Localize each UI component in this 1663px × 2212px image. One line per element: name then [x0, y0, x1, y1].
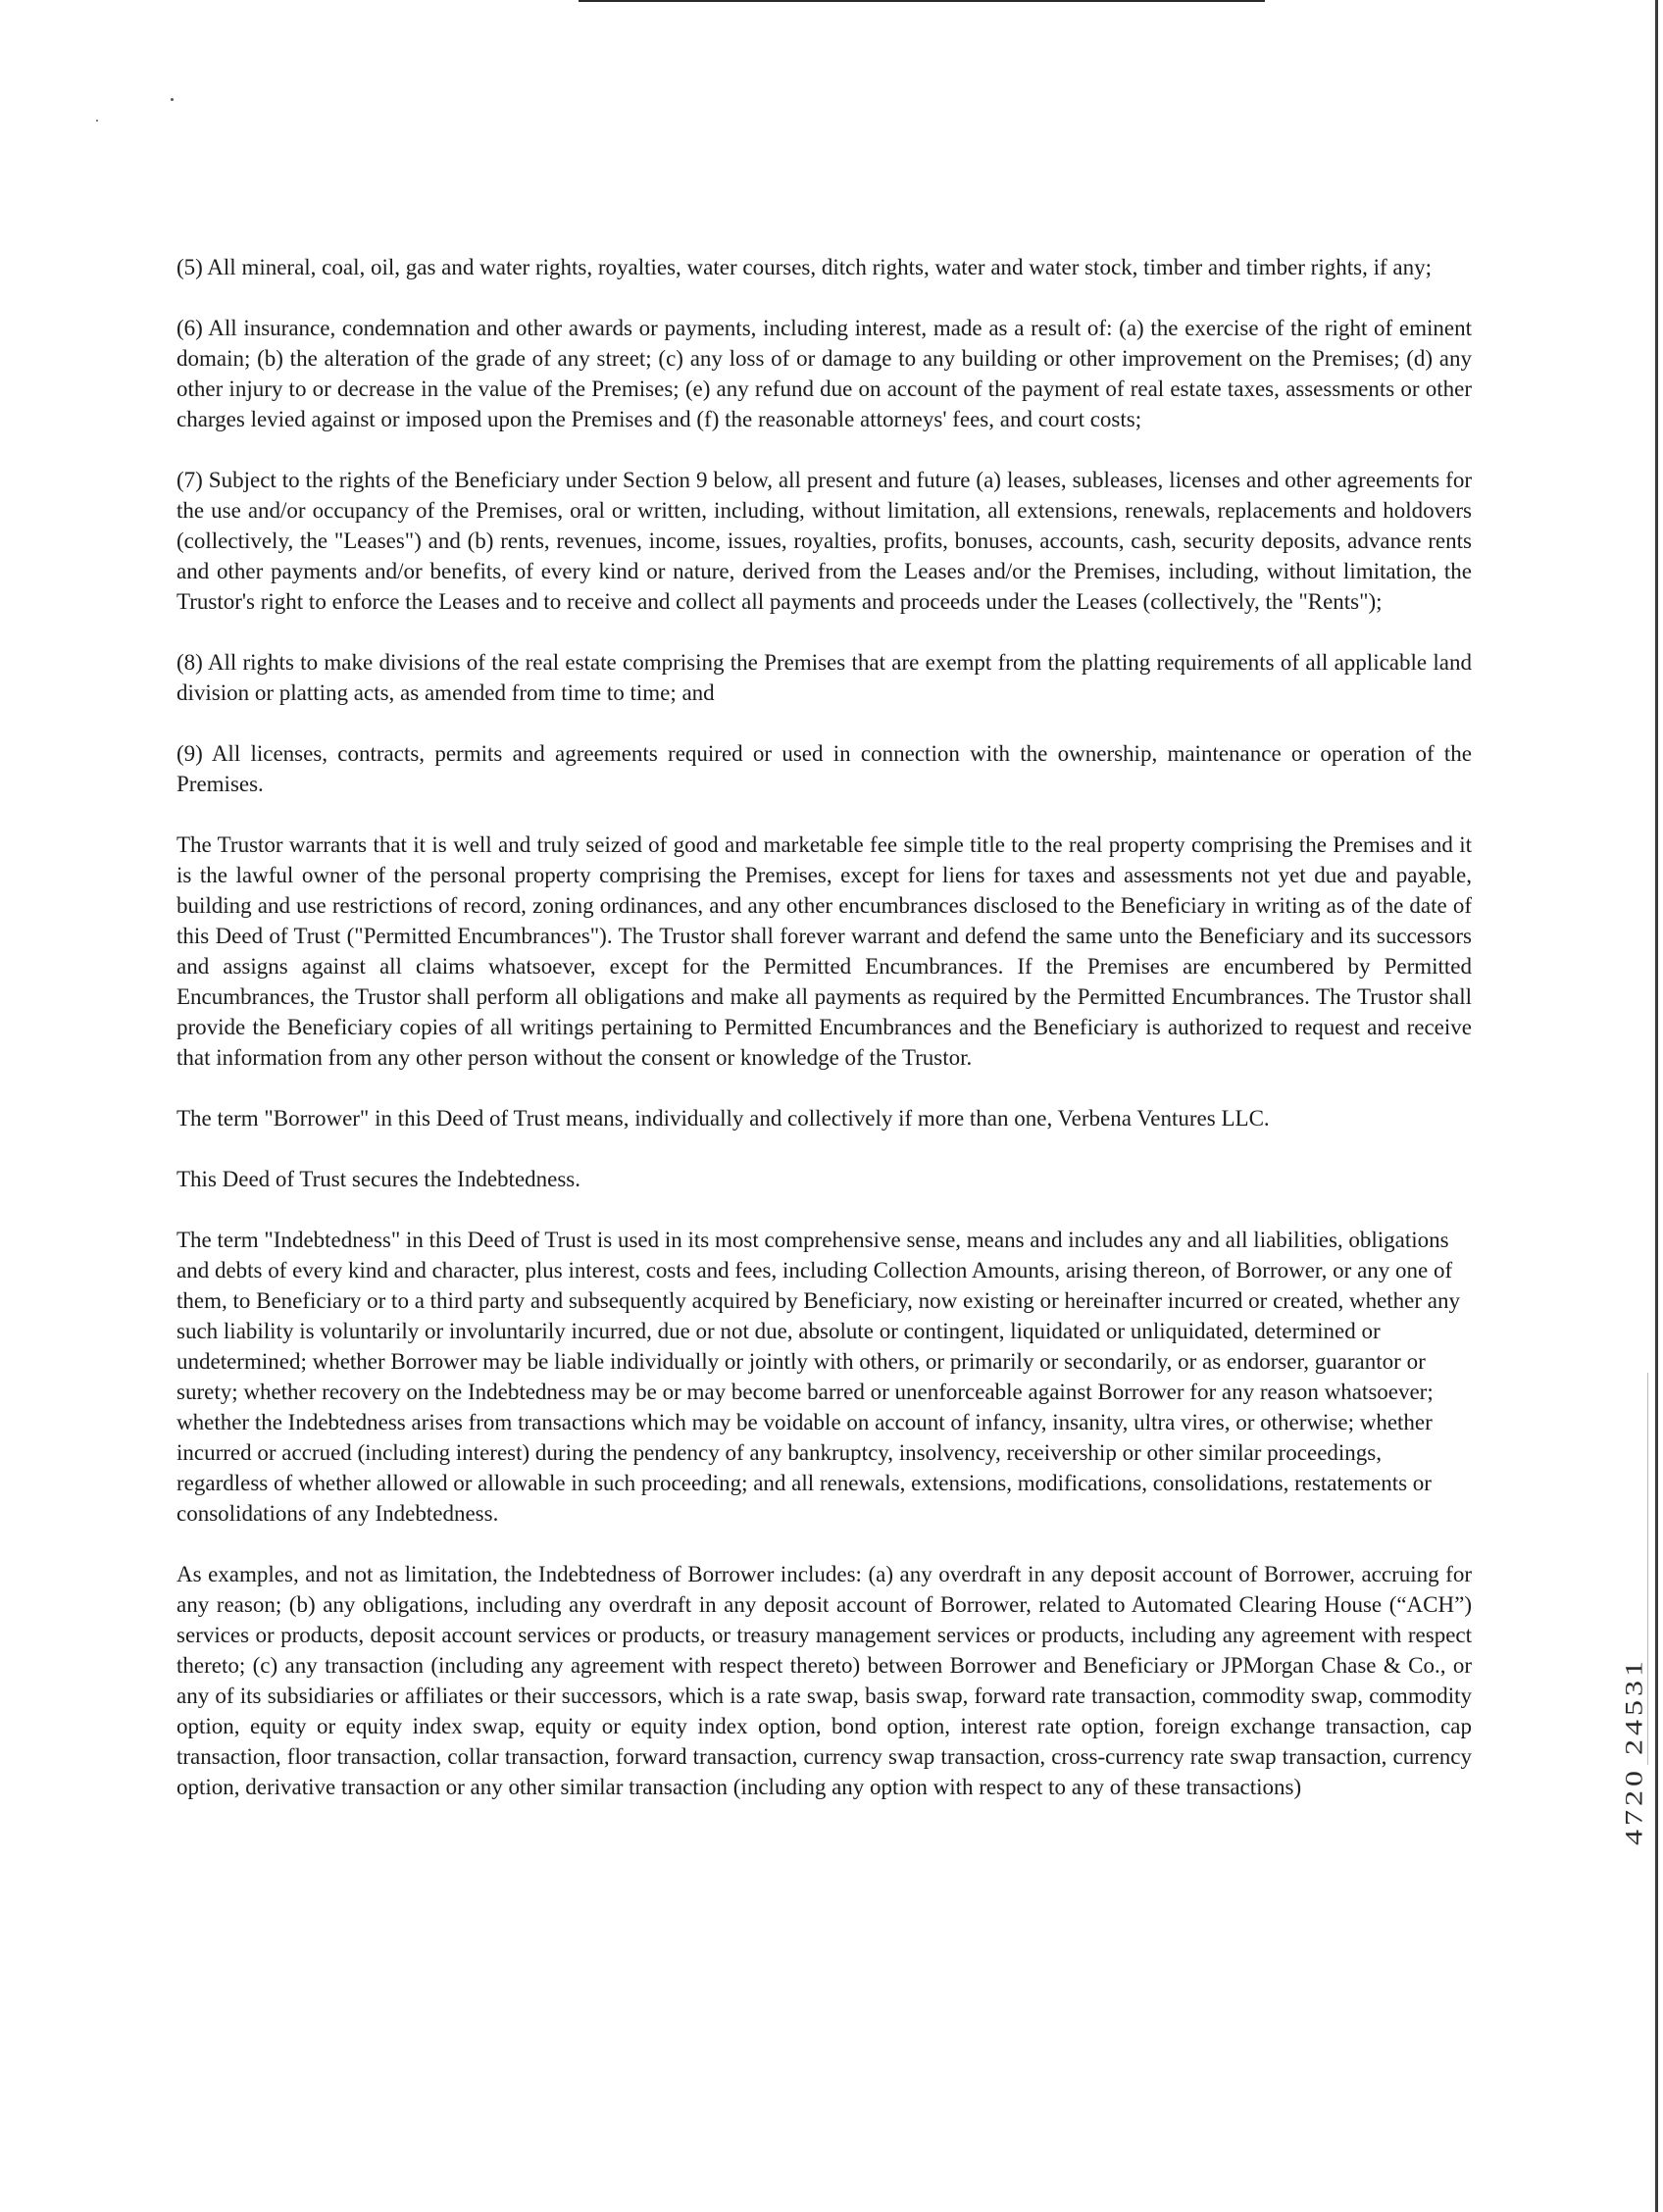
scan-speck [96, 120, 98, 122]
paragraph-leases-rents: (7) Subject to the rights of the Beneficiary under Section 9 below, all present and future (a) leases, subleases, licenses and other agreements for the use and/or occupancy of the Premises, oral or written, including, without limitation, all extensions, renewals, replacements and holdovers (collectively, the "Leases") and (b) rents, revenues, income, issues, royalties, profits, bonuses, accounts, cash, security deposits, advance rents and other payments and/or benefits, of every kind or nature, derived from the Leases and/or the Premises, including, without limitation, the Trustor's right to enforce the Leases and to receive and collect all payments and proceeds under the Leases (collectively, the "Rents"); [176, 468, 1472, 614]
top-scan-rule [579, 0, 1265, 2]
paragraph-trustor-warranty: The Trustor warrants that it is well and truly seized of good and marketable fee simple title to the real property comprising the Premises and it is the lawful owner of the personal property comprising the Premises, except for liens for taxes and assessments not yet due and payable, building and use restrictions of record, zoning ordinances, and any other encumbrances disclosed to the Beneficiary in writing as of the date of this Deed of Trust ("Permitted Encumbrances"). The Trustor shall forever warrant and defend the same unto the Beneficiary and its successors and assigns against all claims whatsoever, except for the Permitted Encumbrances. If the Premises are encumbered by Permitted Encumbrances, the Trustor shall perform all obligations and make all payments as required by the Permitted Encumbrances. The Trustor shall provide the Beneficiary copies of all writings pertaining to Permitted Encumbrances and the Beneficiary is authorized to request and receive that information from any other person without the consent or knowledge of the Trustor. [176, 832, 1472, 1070]
paragraph-indebtedness-examples: As examples, and not as limitation, the Indebtedness of Borrower includes: (a) any overdraft in any deposit account of Borrower, accruing for any reason; (b) any obligations, including any overdraft in any deposit account of Borrower, related to Automated Clearing House (“ACH”) services or products, deposit account services or products, or treasury management services or products, including any agreement with respect thereto; (c) any transaction (including any agreement with respect thereto) between Borrower and Beneficiary or JPMorgan Chase & Co., or any of its subsidiaries or affiliates or their successors, which is a rate swap, basis swap, forward rate transaction, commodity swap, commodity option, equity or equity index swap, equity or equity index option, bond option, interest rate option, foreign exchange transaction, cap transaction, floor transaction, collar transaction, forward transaction, currency swap transaction, cross-currency rate swap transaction, currency option, derivative transaction or any other similar transaction (including any option with respect to any of these transactions) [176, 1562, 1472, 1799]
margin-recording-stamp [1590, 1571, 1648, 1845]
document-body [176, 252, 1472, 1833]
paragraph-indebtedness-definition: The term "Indebtedness" in this Deed of Trust is used in its most comprehensive sense, means and includes any and all liabilities, obligations and debts of every kind and character, plus interest, costs and fees, including Collection Amounts, arising thereon, of Borrower, or any one of them, to Beneficiary or to a third party and subsequently acquired by Beneficiary, now existing or hereinafter incurred or created, whether any such liability is voluntarily or involuntarily incurred, due or not due, absolute or contingent, liquidated or unliquidated, determined or undetermined; whether Borrower may be liable individually or jointly with others, or primarily or secondarily, or as endorser, guarantor or surety; whether recovery on the Indebtedness may be or may become barred or unenforceable against Borrower for any reason whatsoever; whether the Indebtedness arises from transactions which may be voidable on account of infancy, insanity, ultra vires, or otherwise; whether incurred or accrued (including interest) during the pendency of any bankruptcy, insolvency, receivership or other similar proceedings, regardless of whether allowed or allowable in such proceeding; and all renewals, extensions, modifications, consolidations, restatements or consolidations of any Indebtedness. [176, 1228, 1461, 1526]
paragraph-borrower-definition: The term "Borrower" in this Deed of Trust means, individually and collectively if more than one, Verbena Ventures LLC. [176, 1106, 1270, 1131]
paragraph-insurance-awards: (6) All insurance, condemnation and other awards or payments, including interest, made as a result of: (a) the exercise of the right of eminent domain; (b) the alteration of the grade of any street; (c) any loss of or damage to any building or other improvement on the Premises; (d) any other injury to or decrease in the value of the Premises; (e) any refund due on account of the payment of real estate taxes, assessments or other charges levied against or imposed upon the Premises and (f) the reasonable attorneys' fees, and court costs; [176, 316, 1472, 431]
paragraph-land-divisions: (8) All rights to make divisions of the real estate comprising the Premises that are exempt from the platting requirements of all applicable land division or platting acts, as amended from time to time; and [176, 650, 1472, 705]
paragraph-licenses-contracts: (9) All licenses, contracts, permits and agreements required or used in connection with the ownership, maintenance or operation of the Premises. [176, 741, 1472, 796]
scan-speck [171, 98, 174, 101]
paragraph-secures-indebtedness: This Deed of Trust secures the Indebtedness. [176, 1167, 581, 1191]
paragraph-mineral-rights: (5) All mineral, coal, oil, gas and water rights, royalties, water courses, ditch rights, water and water stock, timber and timber rights, if any; [176, 255, 1432, 279]
right-scan-edge [1655, 0, 1658, 2212]
margin-recording-number: 4720 24531 [1620, 1657, 1648, 1845]
